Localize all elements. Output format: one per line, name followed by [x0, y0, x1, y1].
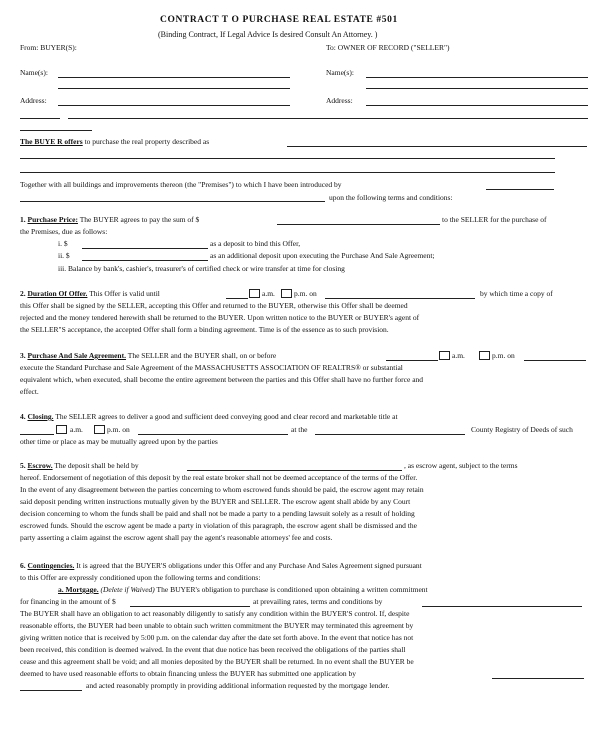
s6-heading: Contingencies. — [27, 561, 75, 570]
financing-amount-field[interactable] — [130, 606, 250, 607]
seller-address-label: Address: — [326, 96, 353, 105]
to-seller-label: To: OWNER OF RECORD ("SELLER") — [326, 43, 450, 52]
offer-paragraph — [20, 137, 209, 147]
s5-num: 5. — [20, 461, 26, 470]
s3-line4: effect. — [20, 387, 39, 396]
ps-am-checkbox[interactable] — [439, 351, 450, 360]
introduced-by-line-2[interactable] — [20, 201, 325, 202]
contract-title: CONTRACT T O PURCHASE REAL ESTATE #501 — [160, 15, 398, 25]
s3-am: a.m. — [452, 351, 465, 360]
offer-am-checkbox[interactable] — [249, 289, 260, 298]
buyer-names-label: Name(s): — [20, 68, 48, 77]
buyer-names-line[interactable] — [58, 77, 290, 78]
buyer-address-line-2b[interactable] — [68, 118, 326, 119]
s4-pm: p.m. on — [107, 425, 130, 434]
ps-pm-checkbox[interactable] — [479, 351, 490, 360]
s6-text-1: It is agreed that the BUYER'S obligations under this Offer and any Purchase And Sales Agreement signed pursuant — [76, 561, 422, 570]
s6-line2: to this Offer are expressly conditioned upon the following terms and conditions: — [20, 573, 261, 582]
s5-heading: Escrow. — [27, 461, 53, 470]
s2-line3: rejected and the money tendered herewith shall be returned to the BUYER. Upon written notice to the BUYER or BUYER's agent of — [20, 313, 420, 322]
s6-a-text: The BUYER's obligation to purchase is conditioned upon obtaining a written commitment — [156, 585, 428, 594]
s4-am: a.m. — [70, 425, 83, 434]
application-date-field-2[interactable] — [20, 690, 82, 691]
s1-ii-label: ii. $ — [58, 251, 70, 260]
property-description-line-2[interactable] — [20, 158, 555, 159]
s6-a-note: (Delete if Waived) — [100, 585, 155, 594]
buyer-address-label: Address: — [20, 96, 47, 105]
ps-agreement-date-field[interactable] — [524, 360, 586, 361]
s2-line4: the SELLER"S acceptance, the accepted Offer shall form a binding agreement. Time is of the essence as to such provision. — [20, 325, 389, 334]
closing-date-field[interactable] — [138, 434, 288, 435]
s5-line1 — [20, 461, 139, 471]
s1-iii-text: iii. Balance by bank's, cashier's, treasurer's of certified check or wire transfer at time for closing — [58, 264, 345, 273]
s6-line8: been received, this condition is deemed waived. In the event that due notice has been received the obligations of the parties shall — [20, 645, 406, 654]
s3-text-1: The SELLER and the BUYER shall, on or before — [127, 351, 277, 360]
s3-line3: equivalent which, when executed, shall become the entire agreement between the parties and this Offer shall have no further force and — [20, 375, 424, 384]
s6-line9: cease and this agreement shall be void; and all monies deposited by the BUYER shall be returned. In no event shall the BUYER be — [20, 657, 414, 666]
s5-line5: decision concerning to whom the funds shall be paid and shall not be made a party to a pending lawsuit solely as a result of holding — [20, 509, 415, 518]
s1-i-text: as a deposit to bind this Offer, — [210, 239, 301, 248]
s5-text-2: , as escrow agent, subject to the terms — [404, 461, 518, 470]
s3-pm: p.m. on — [492, 351, 515, 360]
s4-heading: Closing. — [27, 412, 54, 421]
s2-line1 — [20, 289, 160, 299]
introduced-by-line[interactable] — [486, 189, 554, 190]
s5-line4: said deposit pending written instructions mutually given by the BUYER and SELLER. The escrow agent shall abide by any Court — [20, 497, 411, 506]
s5-line7: party asserting a claim against the escrow agent shall pay the agent's reasonable attorneys' fee and costs. — [20, 533, 333, 542]
offer-pm-checkbox[interactable] — [281, 289, 292, 298]
s4-registry: County Registry of Deeds of such — [471, 425, 573, 434]
contract-subtitle: (Binding Contract, If Legal Advice Is desired Consult An Attorney. ) — [158, 30, 378, 39]
closing-location-field[interactable] — [315, 434, 465, 435]
s6-line7: giving written notice that is received by 5:00 p.m. on the calendar day after the date set forth above. In the event that notice has not — [20, 633, 414, 642]
s4-num: 4. — [20, 412, 26, 421]
escrow-agent-field[interactable] — [187, 470, 402, 471]
offer-valid-date-field[interactable] — [325, 298, 475, 299]
s5-text-1: The deposit shall be held by — [54, 461, 139, 470]
s4-at: at the — [291, 425, 308, 434]
seller-names-line[interactable] — [366, 77, 588, 78]
offer-text: to purchase the real property described as — [84, 137, 210, 146]
s6-num: 6. — [20, 561, 26, 570]
s2-num: 2. — [20, 289, 26, 298]
s2-line2: this Offer shall be signed by the SELLER, accepting this Offer and returned to the BUYER, otherwise this Offer shall be deemed — [20, 301, 408, 310]
s1-heading: Purchase Price: — [27, 215, 78, 224]
s3-num: 3. — [20, 351, 26, 360]
s1-line2: the Premises, due as follows: — [20, 227, 108, 236]
buyer-address-line-3[interactable] — [20, 130, 92, 131]
offer-valid-time-field[interactable] — [226, 298, 248, 299]
s2-am: a.m. — [262, 289, 275, 298]
deposit-amount-field[interactable] — [82, 248, 208, 249]
s6-a-line — [58, 585, 428, 595]
s6-line10: deemed to have used reasonable efforts to obtain financing unless the BUYER has submitted one application by — [20, 669, 357, 678]
offer-lead: The BUYE R offers — [20, 137, 83, 146]
s1-num: 1. — [20, 215, 26, 224]
s1-i-label: i. $ — [58, 239, 68, 248]
s2-heading: Duration Of Offer. — [27, 289, 88, 298]
purchase-price-field[interactable] — [277, 224, 440, 225]
s5-line6: escrowed funds. Should the escrow agent be made a party in violation of this paragraph, the escrow agent shall be dismissed and the — [20, 521, 417, 530]
closing-pm-checkbox[interactable] — [94, 425, 105, 434]
s6-l4a: for financing in the amount of $ — [20, 597, 116, 606]
closing-time-field[interactable] — [20, 434, 54, 435]
s3-heading: Purchase And Sale Agreement. — [27, 351, 126, 360]
s6-line6: reasonable efforts, the BUYER had been unable to obtain such written commitment the BUYER may terminated this agreement by — [20, 621, 414, 630]
s6-line5: The BUYER shall have an obligation to act reasonably diligently to satisfy any condition within the BUYER'S control. If, despite — [20, 609, 410, 618]
seller-address-line-2[interactable] — [326, 118, 588, 119]
s4-line3: other time or place as may be mutually agreed upon by the parties — [20, 437, 218, 446]
additional-deposit-field[interactable] — [82, 260, 208, 261]
s6-line11: and acted reasonably promptly in providing additional information requested by the mortgage lender. — [86, 681, 390, 690]
s2-text-1: This Offer is valid until — [89, 289, 160, 298]
together-text: Together with all buildings and improvements thereon (the "Premises") to which I have been introduced by — [20, 180, 342, 189]
seller-names-line-2[interactable] — [366, 88, 588, 89]
seller-address-line[interactable] — [366, 105, 588, 106]
s6-a-label: a. Mortgage. — [58, 585, 99, 594]
s4-text-1: The SELLER agrees to deliver a good and sufficient deed conveying good and clear record and marketable title at — [55, 412, 398, 421]
s6-l4b: at prevailing rates, terms and conditions by — [253, 597, 383, 606]
from-buyer-label: From: BUYER(S): — [20, 43, 77, 52]
buyer-address-line-2a[interactable] — [20, 118, 60, 119]
s1-text-a: The BUYER agrees to pay the sum of $ — [79, 215, 200, 224]
property-description-line[interactable] — [287, 146, 587, 147]
seller-names-label: Name(s): — [326, 68, 354, 77]
s5-line3: In the event of any disagreement between the parties concerning to whom escrowed funds should be paid, the escrow agent may retain — [20, 485, 424, 494]
s5-line2: hereof. Endorsement of negotiation of this deposit by the real estate broker shall not be deemed acceptance of the terms of the Offer. — [20, 473, 418, 482]
property-description-line-3[interactable] — [20, 172, 555, 173]
s1-line1 — [20, 215, 199, 225]
buyer-names-line-2[interactable] — [58, 88, 290, 89]
financing-date-field[interactable] — [422, 606, 582, 607]
s1-text-b: to the SELLER for the purchase of — [442, 215, 547, 224]
s6-line1 — [20, 561, 422, 571]
application-date-field[interactable] — [492, 678, 584, 679]
closing-am-checkbox[interactable] — [56, 425, 67, 434]
s2-pm: p.m. on — [294, 289, 317, 298]
s2-text-2: by which time a copy of — [480, 289, 553, 298]
s4-line1 — [20, 412, 398, 422]
ps-agreement-time-field[interactable] — [386, 360, 438, 361]
buyer-address-line[interactable] — [58, 105, 290, 106]
s3-line2: execute the Standard Purchase and Sale Agreement of the MASSACHUSETTS ASSOCIATION OF REALTRS® or substantial — [20, 363, 403, 372]
s1-ii-text: as an additional deposit upon executing the Purchase And Sale Agreement; — [210, 251, 435, 260]
terms-text: upon the following terms and conditions: — [329, 193, 453, 202]
s3-line1 — [20, 351, 276, 361]
